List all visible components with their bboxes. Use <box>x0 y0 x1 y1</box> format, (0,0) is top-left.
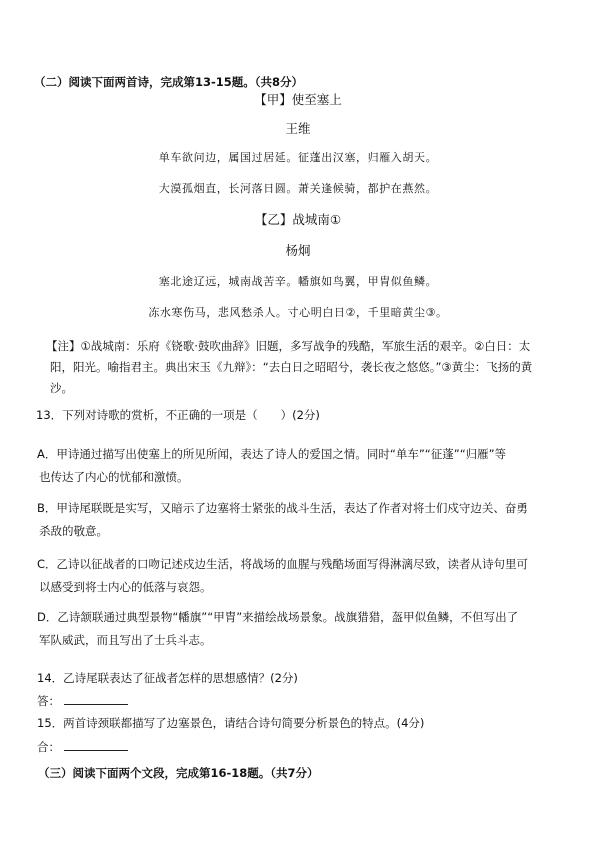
option-c-line-2: 以感受到将士内心的低落与哀怨。 <box>39 580 212 594</box>
poem-a-line-1: 单车欲问边，属国过居延。征蓬出汉塞，归雁入胡天。 <box>158 151 438 164</box>
question-15-answer <box>37 739 128 755</box>
answer-blank[interactable] <box>64 740 128 751</box>
option-a-line-1: A．甲诗通过描写出使塞上的所见所闻，表达了诗人的爱国之情。同时“单车”“征蓬”“归雁”等 <box>37 447 507 461</box>
poem-note <box>46 336 560 399</box>
note-line-2: 阳，阳光。喻指君主。典出宋玉《九辩》：“去白日之昭昭兮，袭长夜之悠悠。”③黄尘：飞扬的黄 <box>50 360 533 374</box>
q13-option-b <box>37 497 559 543</box>
q13-option-c <box>37 553 559 599</box>
option-d-line-1: D．乙诗颔联通过典型景物“幡旗”“甲胄”来描绘战场景象。战旗猎猎，盔甲似鱼鳞，不但写出了 <box>37 610 519 624</box>
answer-blank[interactable] <box>64 694 128 705</box>
poem-a-author: 王维 <box>285 121 311 136</box>
poem-b-line-1: 塞北途辽远，城南战苦辛。幡旗如鸟翼，甲胄似鱼鳞。 <box>158 275 438 288</box>
q13-option-d <box>37 606 559 652</box>
question-15-stem: 15．两首诗颈联都描写了边塞景色，请结合诗句简要分析景色的特点。(4分) <box>37 716 425 730</box>
section-2-header: （二）阅读下面两首诗，完成第13-15题。（共8分） <box>34 75 304 89</box>
option-c-line-1: C．乙诗以征战者的口吻记述戍边生活，将战场的血腥与残酷场面写得淋漓尽致，读者从诗句里可 <box>37 557 529 571</box>
note-line-3: 沙。 <box>50 381 73 395</box>
option-a-line-2: 也传达了内心的忧郁和激愤。 <box>39 470 189 484</box>
poem-b-title: 【乙】战城南① <box>254 212 342 227</box>
note-line-1: 【注】①战城南：乐府《铙歌·鼓吹曲辞》旧题，多写战争的残酷，军旅生活的艰辛。②白日：太 <box>46 339 531 353</box>
question-13-stem: 13．下列对诗歌的赏析，不正确的一项是（ ）(2分) <box>36 408 320 422</box>
option-b-line-2: 杀敌的敬意。 <box>39 524 108 538</box>
question-14-answer <box>37 693 128 709</box>
question-14-stem: 14．乙诗尾联表达了征战者怎样的思想感情？(2分) <box>37 671 298 685</box>
poem-b-line-2: 冻水寒伤马，悲风愁杀人。寸心明白日②，千里暗黄尘③。 <box>148 306 448 319</box>
poem-a-title: 【甲】使至塞上 <box>254 92 342 107</box>
option-b-line-1: B．甲诗尾联既是实写，又暗示了边塞将士紧张的战斗生活，表达了作者对将士们戍守边关、奋勇 <box>37 501 528 515</box>
option-d-line-2: 军队威武，而且写出了士兵斗志。 <box>39 633 212 647</box>
poem-a-line-2: 大漠孤烟直，长河落日圆。萧关逢候骑，都护在燕然。 <box>158 182 438 195</box>
answer-label: 合： <box>37 740 60 754</box>
poem-b-author: 杨炯 <box>285 243 311 258</box>
answer-label: 答： <box>37 694 60 708</box>
section-3-header: （三）阅读下面两个文段，完成第16-18题。（共7分） <box>38 766 319 780</box>
q13-option-a <box>37 443 559 489</box>
